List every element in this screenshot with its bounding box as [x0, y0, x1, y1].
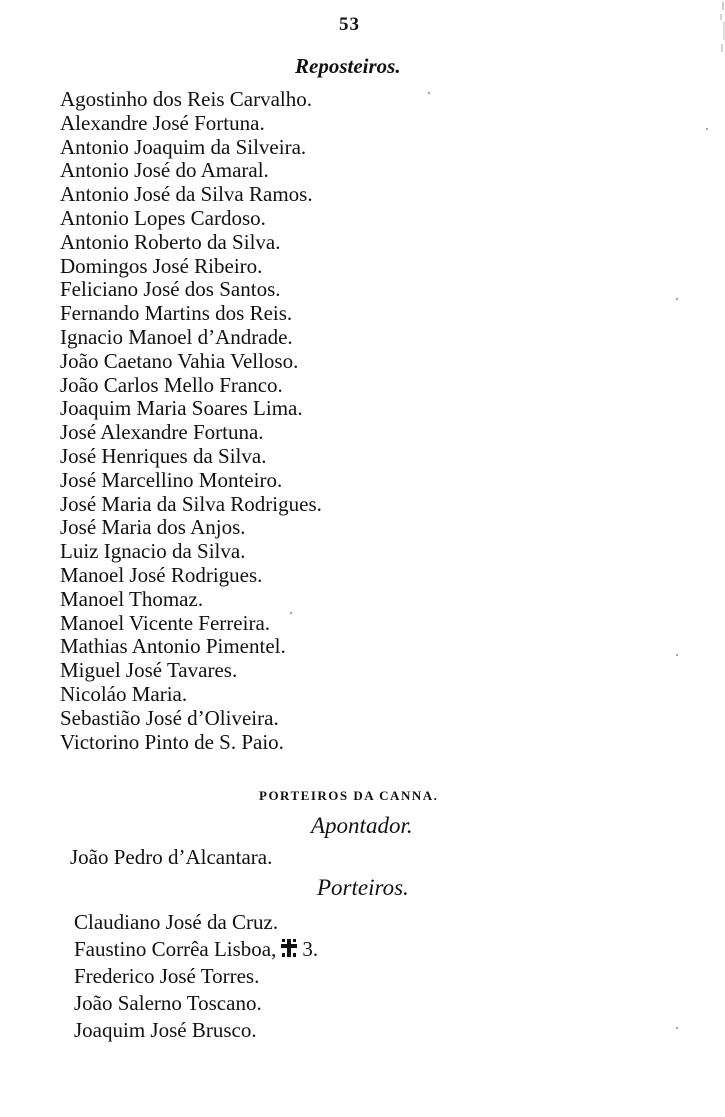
reposteiro-entry-text: Victorino Pinto de S. Paio.: [60, 729, 284, 754]
porteiro-entry: [74, 963, 318, 990]
reposteiro-entry: [60, 326, 322, 350]
apontador-name: João Pedro d’Alcantara.: [70, 845, 273, 869]
reposteiro-entry-text: Nicoláo Maria.: [60, 681, 188, 706]
reposteiro-entry: [60, 136, 322, 160]
reposteiro-entry: [60, 516, 322, 540]
reposteiro-entry-text: Agostinho dos Reis Carvalho.: [60, 87, 312, 111]
reposteiro-entry: [60, 445, 322, 469]
reposteiro-entry: [60, 731, 322, 755]
reposteiro-entry-text: José Henriques da Silva.: [60, 443, 267, 468]
reposteiro-entry: [60, 469, 322, 493]
reposteiro-entry-text: João Carlos Mello Franco.: [60, 372, 283, 397]
page-number: 53: [339, 14, 360, 35]
porteiro-entry-text: Claudiano José da Cruz.: [74, 910, 279, 934]
subsection-title-apontador: Apontador.: [311, 813, 413, 838]
subsection-title-porteiros: Porteiros.: [317, 875, 409, 900]
reposteiro-entry: [60, 421, 322, 445]
reposteiro-entry-text: José Alexandre Fortuna.: [60, 420, 264, 445]
porteiro-entry: [74, 990, 318, 1017]
reposteiro-entry: [60, 183, 322, 207]
reposteiro-entry: [60, 540, 322, 564]
reposteiro-entry-text: Fernando Martins dos Reis.: [60, 301, 293, 326]
reposteiro-entry-text: Sebastião José d’Oliveira.: [60, 705, 279, 730]
reposteiro-entry-text: João Caetano Vahia Velloso.: [60, 348, 299, 373]
porteiro-entry: [74, 936, 318, 963]
reposteiro-entry-text: José Marcellino Monteiro.: [60, 467, 283, 492]
reposteiro-entry: [60, 302, 322, 326]
reposteiro-entry: [60, 397, 322, 421]
section-title-reposteiros: Reposteiros.: [295, 54, 401, 78]
porteiro-entry-text: Joaquim José Brusco.: [74, 1018, 257, 1042]
reposteiro-entry: [60, 207, 322, 231]
reposteiro-entry-text: Antonio José do Amaral.: [60, 158, 269, 183]
reposteiro-entry-text: Ignacio Manoel d’Andrade.: [60, 324, 293, 349]
reposteiro-entry: [60, 350, 322, 374]
reposteiro-entry: [60, 112, 322, 136]
reposteiro-entry: [60, 588, 322, 612]
reposteiro-entry-text: Joaquim Maria Soares Lima.: [60, 396, 303, 421]
order-cross-icon: [280, 938, 298, 958]
reposteiro-entry: [60, 374, 322, 398]
reposteiro-entry: [60, 683, 322, 707]
paper-speck: [676, 1027, 678, 1029]
reposteiros-name-list: [60, 88, 322, 754]
reposteiro-entry: [60, 88, 322, 112]
reposteiro-entry: [60, 493, 322, 517]
section-title-porteiros-da-canna: PORTEIROS DA CANNA.: [259, 788, 439, 803]
reposteiro-entry: [60, 707, 322, 731]
reposteiro-entry: [60, 159, 322, 183]
reposteiro-entry-text: José Maria dos Anjos.: [60, 515, 246, 540]
reposteiro-entry-text: Antonio Lopes Cardoso.: [60, 205, 266, 230]
paper-speck: [428, 92, 430, 94]
decoration-suffix: 3.: [302, 937, 319, 961]
reposteiro-entry: [60, 659, 322, 683]
reposteiro-entry: [60, 231, 322, 255]
reposteiro-entry-text: Antonio José da Silva Ramos.: [60, 182, 313, 207]
reposteiro-entry-text: José Maria da Silva Rodrigues.: [60, 491, 322, 516]
reposteiro-entry-text: Miguel José Tavares.: [60, 658, 238, 683]
reposteiro-entry: [60, 564, 322, 588]
porteiro-entry: [74, 909, 318, 936]
paper-speck: [706, 128, 708, 130]
reposteiro-entry-text: Manoel Vicente Ferreira.: [60, 610, 271, 635]
porteiro-entry-text: João Salerno Toscano.: [74, 991, 262, 1015]
porteiro-entry-text: Frederico José Torres.: [74, 964, 260, 988]
reposteiro-entry-text: Alexandre José Fortuna.: [60, 110, 265, 135]
reposteiro-entry-text: Luiz Ignacio da Silva.: [60, 539, 246, 564]
reposteiro-entry-text: Mathias Antonio Pimentel.: [60, 634, 286, 659]
reposteiro-entry: [60, 612, 322, 636]
reposteiro-entry: [60, 635, 322, 659]
paper-speck: [676, 654, 678, 656]
reposteiro-entry-text: Antonio Joaquim da Silveira.: [60, 134, 307, 159]
page-edge-marks: [715, 0, 725, 100]
porteiro-entry: [74, 1017, 318, 1044]
reposteiro-entry-text: Feliciano José dos Santos.: [60, 277, 281, 302]
reposteiro-entry-text: Antonio Roberto da Silva.: [60, 229, 281, 254]
reposteiro-entry: [60, 278, 322, 302]
porteiro-entry-text: Faustino Corrêa Lisboa,: [74, 937, 277, 961]
reposteiro-entry-text: Manoel José Rodrigues.: [60, 562, 263, 587]
reposteiro-entry: [60, 255, 322, 279]
paper-speck: [676, 298, 678, 300]
reposteiro-entry-text: Domingos José Ribeiro.: [60, 253, 263, 278]
reposteiro-entry-text: Manoel Thomaz.: [60, 586, 204, 611]
paper-speck: [290, 612, 292, 614]
porteiros-name-list: [74, 909, 318, 1044]
